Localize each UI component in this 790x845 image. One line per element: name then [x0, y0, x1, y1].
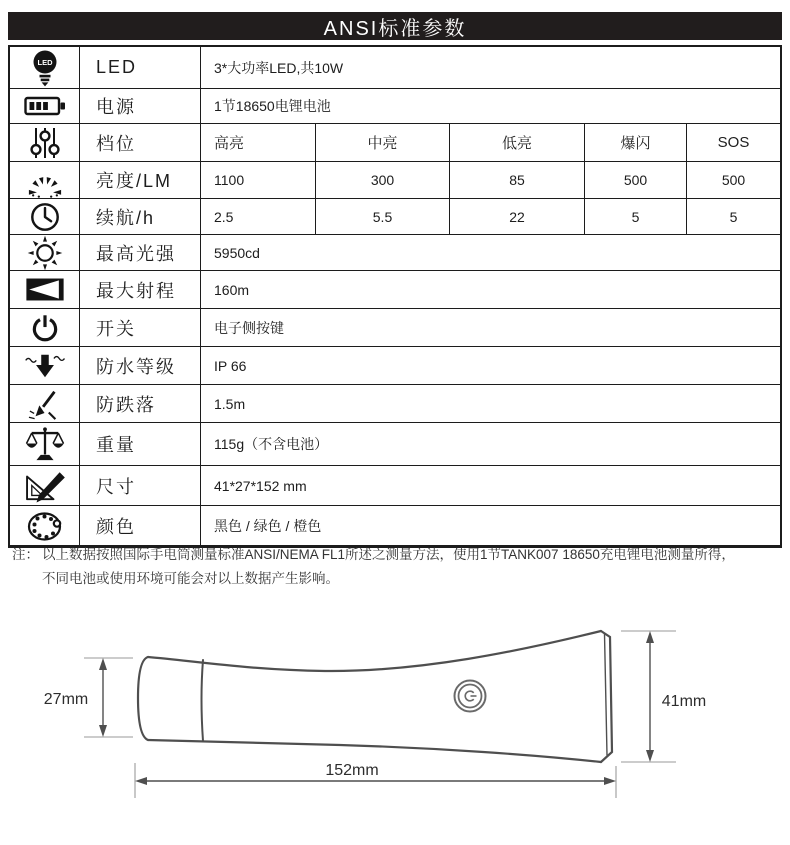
table-row — [10, 47, 780, 88]
clock-icon — [10, 199, 80, 234]
spec-label: LED — [80, 47, 201, 88]
spec-value: 5950cd — [214, 244, 260, 261]
flashlight-diagram — [0, 580, 790, 845]
flashlight-outline — [138, 631, 612, 762]
spec-value: 300 — [316, 162, 450, 198]
spec-label: 重量 — [80, 423, 201, 465]
spec-value: 3*大功率LED,共10W — [214, 59, 344, 76]
spec-label: 防跌落 — [80, 385, 201, 422]
spec-value: 5 — [585, 199, 687, 234]
head-diameter-dimension — [621, 631, 706, 762]
note-prefix: 注： — [12, 547, 39, 562]
spec-value: 1100 — [201, 162, 316, 198]
mode-header: SOS — [717, 134, 750, 151]
beam-throw-icon — [10, 271, 80, 308]
spec-value: 500 — [721, 172, 746, 188]
mode-sliders-icon — [10, 124, 80, 161]
led-bulb-icon — [10, 47, 80, 88]
table-row — [10, 465, 780, 505]
note-line-1: 以上数据按照国际手电筒测量标准ANSI/NEMA FL1所述之测量方法，使用1节TANK007 18650充电锂电池测量所得， — [42, 547, 735, 562]
spec-value: 1.5m — [214, 395, 246, 412]
tail-height-dimension — [44, 658, 133, 737]
spec-value: 电子侧按键 — [214, 319, 284, 336]
svg-text:LED: LED — [37, 57, 52, 67]
spec-value: 160m — [214, 281, 250, 298]
spec-label: 颜色 — [80, 506, 201, 545]
spec-value: 5.5 — [316, 199, 450, 234]
tail-height-dimension-label: 27mm — [43, 691, 89, 708]
spec-label: 最高光强 — [80, 235, 201, 270]
head-diameter-dimension-label: 41mm — [661, 693, 707, 710]
spec-label: 电源 — [80, 89, 201, 123]
sun-icon — [10, 235, 80, 270]
spec-value: 22 — [450, 199, 585, 234]
spec-value: 41*27*152 mm — [214, 477, 307, 494]
side-switch-button-icon — [455, 681, 486, 712]
spec-label: 开关 — [80, 309, 201, 346]
table-row — [10, 422, 780, 465]
table-row — [10, 161, 780, 198]
drop-impact-icon — [10, 385, 80, 422]
body-length-dimension — [135, 762, 616, 798]
waterproof-icon — [10, 347, 80, 384]
mode-header: 中亮 — [316, 124, 450, 161]
mode-header: 低亮 — [450, 124, 585, 161]
spec-label: 档位 — [80, 124, 201, 161]
table-row — [10, 88, 780, 123]
weight-scale-icon — [10, 423, 80, 465]
spec-label: 最大射程 — [80, 271, 201, 308]
spec-label: 尺寸 — [80, 466, 201, 505]
color-palette-icon — [10, 506, 80, 545]
spec-label: 亮度/LM — [80, 162, 201, 198]
spec-value: 115g（不含电池） — [214, 436, 329, 452]
battery-icon — [10, 89, 80, 123]
power-icon — [10, 309, 80, 346]
note-line-2: 不同电池或使用环境可能会对以上数据产生影响。 — [42, 571, 339, 586]
spec-value: 5 — [729, 208, 738, 225]
table-row — [10, 384, 780, 422]
table-row — [10, 123, 780, 161]
brightness-rays-icon — [10, 162, 80, 198]
spec-value: 1节18650电锂电池 — [214, 98, 331, 114]
table-row — [10, 505, 780, 545]
spec-label: 续航/h — [80, 199, 201, 234]
dimensions-icon — [10, 466, 80, 505]
table-row — [10, 270, 780, 308]
spec-label: 防水等级 — [80, 347, 201, 384]
spec-value: 黑色 / 绿色 / 橙色 — [214, 517, 322, 534]
spec-value: 2.5 — [201, 199, 316, 234]
spec-value: 500 — [585, 162, 687, 198]
mode-header: 高亮 — [201, 124, 316, 161]
spec-table — [8, 45, 782, 548]
page-title: ANSI标准参数 — [323, 17, 467, 40]
body-length-dimension-label: 152mm — [325, 762, 379, 779]
table-row — [10, 346, 780, 384]
table-row — [10, 308, 780, 346]
mode-header: 爆闪 — [585, 124, 687, 161]
spec-value: 85 — [450, 162, 585, 198]
table-row — [10, 234, 780, 270]
spec-value: IP 66 — [214, 357, 247, 374]
table-row — [10, 198, 780, 234]
flashlight-dimension-drawing — [0, 580, 790, 845]
page-title-bar — [8, 12, 782, 40]
